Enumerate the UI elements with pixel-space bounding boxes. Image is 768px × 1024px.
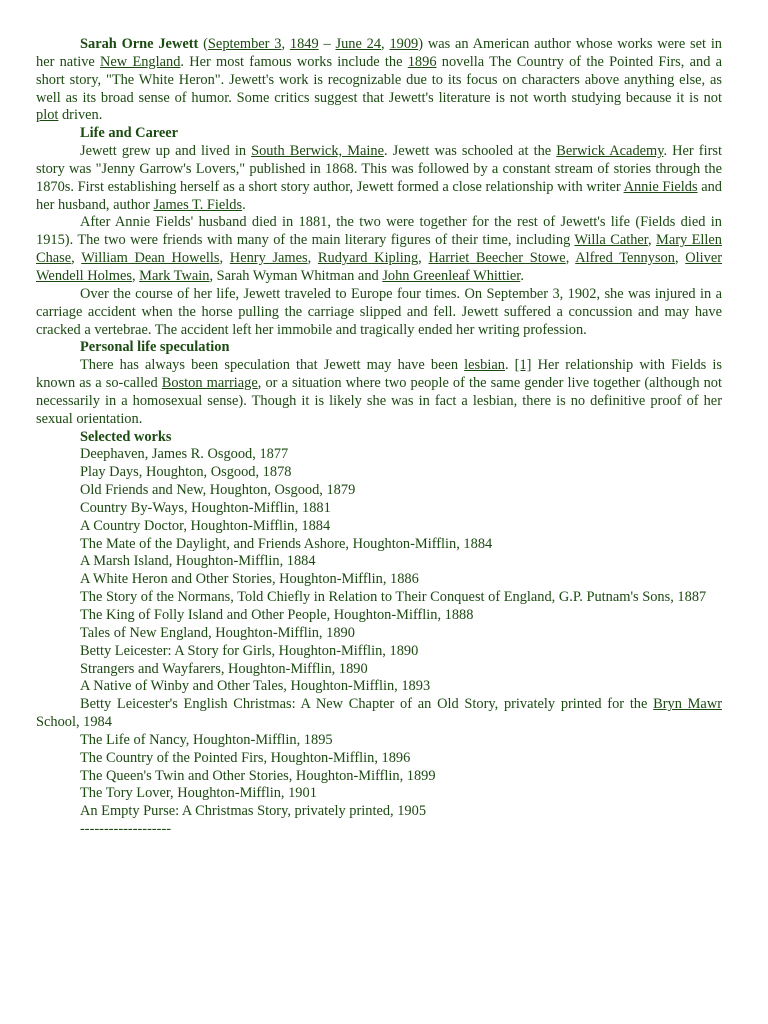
text-run: ------------------- bbox=[80, 821, 172, 838]
text-run: The Story of the Normans, Told Chiefly in Relation to Their Conquest of England, G.P. Putnam's Sons, 1887 bbox=[80, 589, 707, 606]
text-run: A Marsh Island, Houghton-Mifflin, 1884 bbox=[80, 553, 316, 570]
text-run: Old Friends and New, Houghton, Osgood, 1879 bbox=[80, 482, 356, 499]
paragraph bbox=[36, 750, 722, 768]
inline-link[interactable]: James T. Fields bbox=[153, 196, 243, 213]
text-run: The Mate of the Daylight, and Friends Ashore, Houghton-Mifflin, 1884 bbox=[80, 535, 493, 552]
inline-link[interactable]: Bryn Mawr bbox=[653, 696, 722, 713]
text-run: , bbox=[648, 232, 657, 249]
inline-link[interactable]: Rudyard Kipling bbox=[317, 250, 419, 267]
inline-link[interactable]: plot bbox=[36, 107, 59, 124]
paragraph bbox=[36, 696, 722, 732]
inline-link[interactable]: Boston marriage bbox=[161, 375, 258, 392]
paragraph bbox=[36, 803, 722, 821]
text-run: . Her most famous works include the bbox=[180, 53, 408, 70]
text-run: , bbox=[418, 250, 429, 267]
text-run: There has always been speculation that Jewett may have been bbox=[80, 357, 465, 374]
text-run: , bbox=[565, 250, 576, 267]
text-run: , bbox=[281, 36, 290, 52]
text-run: Jewett grew up and lived in bbox=[80, 143, 252, 160]
inline-link[interactable]: Harriet Beecher Stowe bbox=[428, 250, 566, 267]
text-run: The King of Folly Island and Other People, Houghton-Mifflin, 1888 bbox=[80, 607, 474, 623]
text-run: Over the course of her life, Jewett traveled to Europe four times. On September 3, 1902, she was injured in a carriage accident when the horse pulling the carriage slipped and fell. Jewett suffered a concussion and may have cracked a vertebrae. The accident left her immobile and tragically ended her writing profession. bbox=[36, 285, 722, 338]
inline-link[interactable]: New England bbox=[100, 53, 181, 70]
paragraph bbox=[36, 464, 722, 482]
paragraph bbox=[36, 446, 722, 464]
text-run: , bbox=[307, 250, 318, 267]
text-run: A Country Doctor, Houghton-Mifflin, 1884 bbox=[80, 517, 331, 534]
text-run: – bbox=[318, 36, 336, 52]
text-run: Deephaven, James R. Osgood, 1877 bbox=[80, 446, 289, 463]
text-run: and her husband, author bbox=[36, 178, 722, 213]
text-run: A White Heron and Other Stories, Houghton-Mifflin, 1886 bbox=[80, 571, 419, 588]
paragraph bbox=[36, 785, 722, 803]
paragraph bbox=[36, 357, 722, 428]
text-run: driven. bbox=[58, 107, 103, 124]
text-run: , bbox=[674, 250, 686, 267]
text-run: Tales of New England, Houghton-Mifflin, 1890 bbox=[80, 624, 355, 641]
text-run: . Jewett was schooled at the bbox=[383, 143, 557, 160]
section-heading: Life and Career bbox=[80, 125, 179, 142]
inline-link[interactable]: South Berwick, Maine bbox=[251, 143, 384, 160]
inline-link[interactable]: John Greenleaf Whittier bbox=[382, 267, 521, 284]
text-run: An Empty Purse: A Christmas Story, privately printed, 1905 bbox=[80, 803, 427, 820]
text-run: Country By-Ways, Houghton-Mifflin, 1881 bbox=[80, 499, 331, 516]
inline-link[interactable]: William Dean Howells bbox=[81, 250, 220, 267]
paragraph bbox=[36, 553, 722, 571]
paragraph bbox=[36, 214, 722, 285]
text-run: . bbox=[242, 196, 246, 213]
paragraph bbox=[36, 821, 722, 839]
text-run: , bbox=[381, 36, 390, 52]
inline-link[interactable]: Willa Cather bbox=[574, 232, 649, 249]
document-body bbox=[36, 36, 722, 839]
text-run: School, 1984 bbox=[36, 714, 112, 731]
section-heading: Personal life speculation bbox=[80, 339, 230, 356]
inline-link[interactable]: lesbian bbox=[464, 357, 505, 374]
text-run: The Tory Lover, Houghton-Mifflin, 1901 bbox=[80, 785, 317, 802]
inline-link[interactable]: 1909 bbox=[389, 36, 419, 52]
paragraph bbox=[36, 732, 722, 750]
paragraph bbox=[36, 678, 722, 696]
text-run: A Native of Winby and Other Tales, Houghton-Mifflin, 1893 bbox=[80, 678, 431, 695]
inline-link[interactable]: 1896 bbox=[407, 53, 437, 70]
paragraph bbox=[36, 536, 722, 554]
inline-link[interactable]: Mark Twain bbox=[139, 267, 210, 284]
inline-link[interactable]: September 3 bbox=[207, 36, 282, 52]
text-run: Strangers and Wayfarers, Houghton-Mifflin, 1890 bbox=[80, 660, 368, 677]
text-run: , bbox=[131, 267, 140, 284]
paragraph bbox=[36, 768, 722, 786]
inline-link[interactable]: Annie Fields bbox=[623, 178, 698, 195]
inline-link[interactable]: [1] bbox=[514, 357, 532, 374]
paragraph bbox=[36, 607, 722, 625]
paragraph bbox=[36, 571, 722, 589]
bold-term: Sarah Orne Jewett bbox=[80, 36, 199, 52]
text-run: . Her first story was "Jenny Garrow's Lovers," published in 1868. This was followed by a constant stream of stories through the 1870s. First establishing herself as a short story author, Jewett formed a close relationship with writer bbox=[36, 143, 722, 195]
paragraph bbox=[36, 286, 722, 340]
inline-link[interactable]: Alfred Tennyson bbox=[575, 250, 675, 267]
paragraph bbox=[36, 661, 722, 679]
inline-link[interactable]: Mary Ellen Chase bbox=[36, 232, 722, 267]
inline-link[interactable]: Berwick Academy bbox=[556, 143, 664, 160]
text-run: , bbox=[71, 250, 82, 267]
text-run: novella The Country of the Pointed Firs, and a short story, "The White Heron". Jewett's work is recognizable due to its focus on characters above anything else, as well as its broad sense of humor. Some critics suggest that Jewett's literature is not worth studying because it is not bbox=[36, 53, 723, 106]
text-run: Her relationship with Fields is known as a so-called bbox=[36, 357, 722, 392]
inline-link[interactable]: Henry James bbox=[229, 250, 308, 267]
inline-link[interactable]: June 24 bbox=[335, 36, 382, 52]
paragraph bbox=[36, 143, 722, 214]
paragraph bbox=[36, 518, 722, 536]
text-run: . bbox=[520, 267, 524, 284]
text-run: ) was an American author whose works were set in her native bbox=[36, 36, 723, 70]
text-run: ( bbox=[198, 36, 208, 52]
inline-link[interactable]: 1849 bbox=[289, 36, 319, 52]
text-run: Play Days, Houghton, Osgood, 1878 bbox=[80, 464, 292, 481]
text-run: The Queen's Twin and Other Stories, Houghton-Mifflin, 1899 bbox=[80, 767, 436, 784]
text-run: , or a situation where two people of the same gender live together (although not necessarily in a homosexual sense). Though it is likely she was in fact a lesbian, there is no definitive proof of her sexual orientation. bbox=[36, 375, 722, 427]
paragraph bbox=[36, 589, 722, 607]
text-run: , Sarah Wyman Whitman and bbox=[209, 267, 383, 284]
paragraph bbox=[36, 36, 722, 125]
text-run: After Annie Fields' husband died in 1881, the two were together for the rest of Jewett's life (Fields died in 1915). The two were friends with many of the main literary figures of their time, including bbox=[36, 214, 722, 249]
text-run: Betty Leicester: A Story for Girls, Houghton-Mifflin, 1890 bbox=[80, 642, 419, 659]
section-heading: Selected works bbox=[80, 428, 172, 445]
paragraph bbox=[36, 643, 722, 661]
text-run: Betty Leicester's English Christmas: A New Chapter of an Old Story, privately printed for the bbox=[80, 696, 654, 713]
paragraph bbox=[36, 500, 722, 518]
inline-link[interactable]: Oliver Wendell Holmes bbox=[36, 250, 723, 284]
paragraph bbox=[36, 625, 722, 643]
text-run: The Country of the Pointed Firs, Houghton-Mifflin, 1896 bbox=[80, 749, 411, 766]
text-run: , bbox=[219, 250, 230, 267]
paragraph bbox=[36, 482, 722, 500]
text-run: The Life of Nancy, Houghton-Mifflin, 1895 bbox=[80, 731, 333, 748]
text-run: . bbox=[504, 357, 515, 374]
